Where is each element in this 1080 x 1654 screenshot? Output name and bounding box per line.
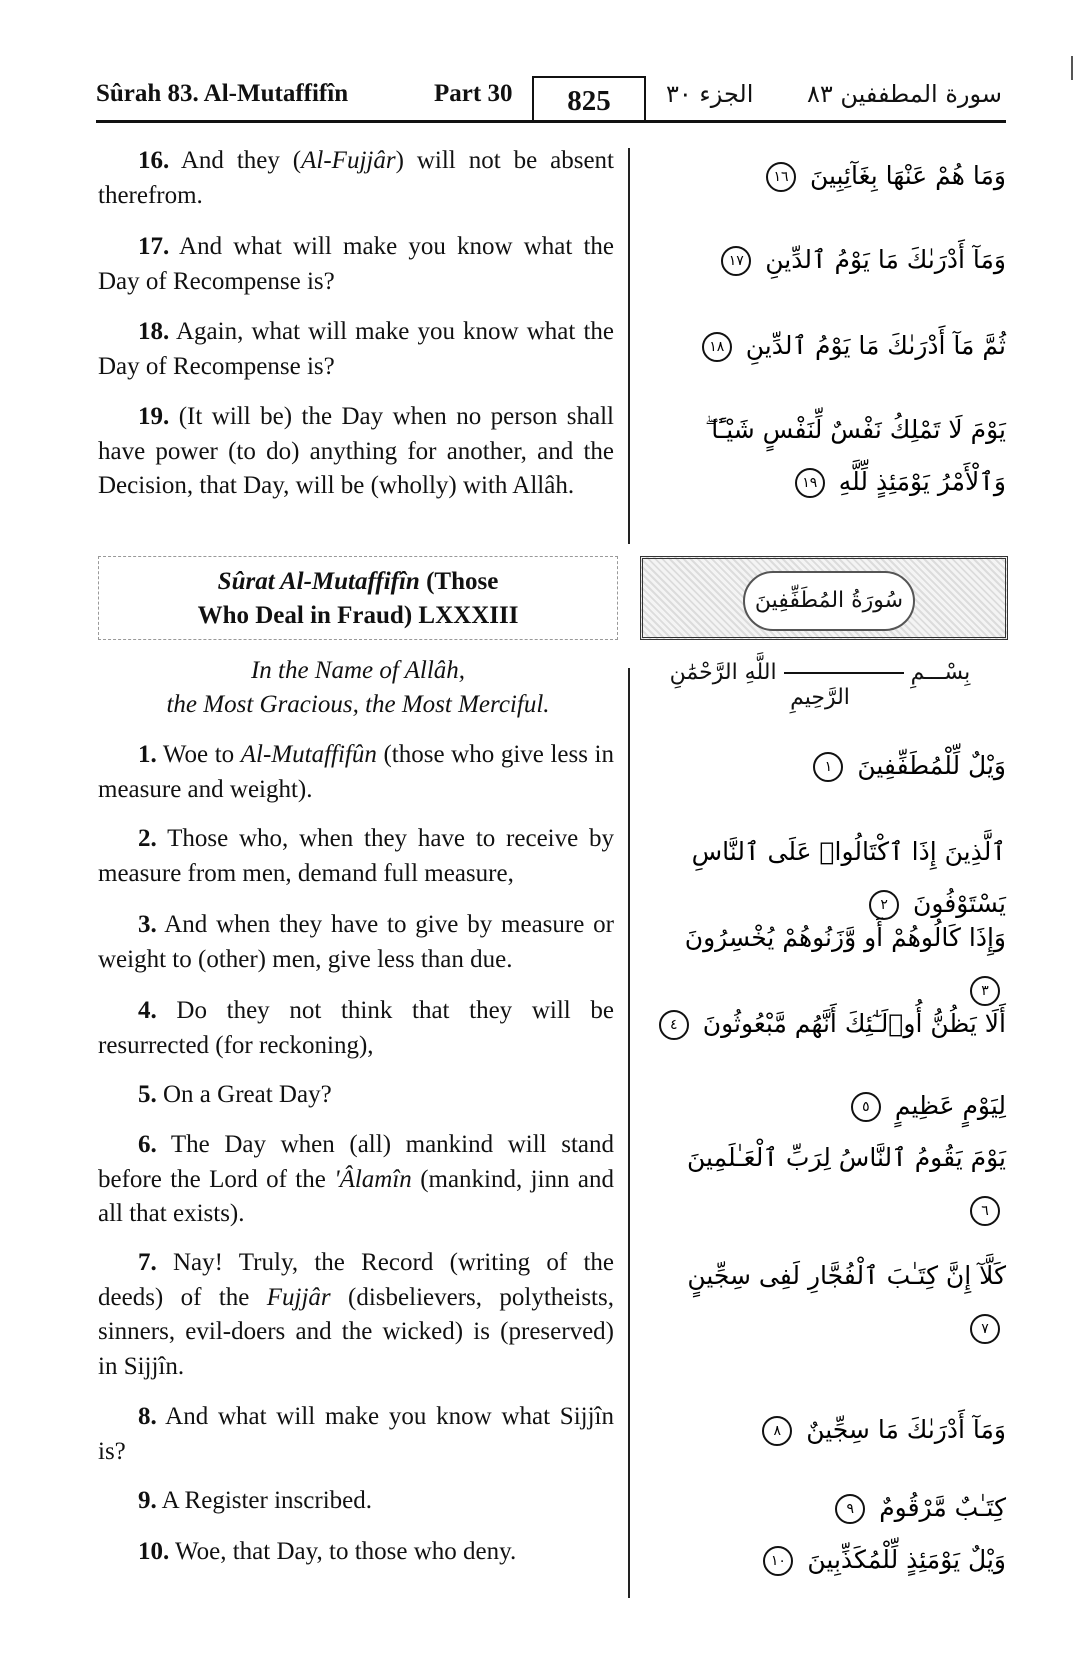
verse-17: 17. And what will make you know what the Day of Recompense is? — [98, 233, 614, 295]
verse-number-marker: ١٦ — [766, 162, 796, 192]
verse-1-arabic: وَيْلٌ لِّلْمُطَفِّفِينَ ١ — [646, 740, 1006, 792]
verse-3-arabic: وَإِذَا كَالُوهُمْ أَو وَّزَنُوهُمْ يُخْسِرُونَ ٣ — [646, 912, 1006, 1016]
page-header — [96, 70, 1016, 122]
verse-10-arabic: وَيْلٌ يَوْمَئِذٍ لِّلْمُكَذِّبِينَ ١٠ — [646, 1534, 1006, 1586]
verse-17-arabic: وَمَآ أَدْرَىٰكَ مَا يَوْمُ ٱلدِّينِ ١٧ — [646, 234, 1006, 286]
verse-19: 19. (It will be) the Day when no person shall have power (to do) anything for another, and the Decision, that Day, will be (wholly) with Allâh. — [98, 403, 614, 499]
surah-ornament-title: سُورَةُ المُطَفِّفِينَ — [743, 571, 915, 631]
verse-7: 7. Nay! Truly, the Record (writing of the deeds) of the Fujjâr (disbelievers, polytheists, sinners, evil-doers and the wicked) is (preserved) in Sijjîn. — [98, 1249, 614, 1380]
verse-2: 2. Those who, when they have to receive by measure from men, demand full measure, — [98, 825, 614, 887]
verse-5: 5. On a Great Day? — [138, 1081, 332, 1108]
verse-19-arabic: يَوْمَ لَا تَمْلِكُ نَفْسٌ لِّنَفْسٍ شَيْـًٔا ۖ وَٱلْأَمْرُ يَوْمَئِذٍ لِّلَّهِ ١٩ — [705, 415, 1006, 496]
verse-8: 8. And what will make you know what Sijjîn is? — [98, 1403, 614, 1465]
verse-number-marker: ٧ — [970, 1314, 1000, 1344]
verse-number-marker: ٤ — [659, 1010, 689, 1040]
verse-number-marker: ٢ — [869, 890, 899, 920]
verse-number-marker: ١ — [813, 752, 843, 782]
verse-number-marker: ٥ — [851, 1092, 881, 1122]
verse-number-marker: ٣ — [970, 976, 1000, 1006]
column-divider — [628, 668, 630, 1598]
verse-5-arabic: لِيَوْمٍ عَظِيمٍ ٥ — [646, 1080, 1006, 1132]
part-label-arabic: الجزء ٣٠ — [666, 80, 754, 108]
surah-title-english: Sûrah 83. Al-Mutaffifîn — [96, 80, 349, 107]
surah-ornament-panel — [640, 556, 1008, 640]
verse-1: 1. Woe to Al-Mutaffifûn (those who give less in measure and weight). — [98, 741, 615, 803]
verse-number-marker: ٩ — [835, 1494, 865, 1524]
verse-4-arabic: أَلَا يَظُنُّ أُو۟لَـٰٓئِكَ أَنَّهُم مَّبْعُوثُونَ ٤ — [646, 998, 1006, 1050]
verse-6: 6. The Day when (all) mankind will stand before the Lord of the 'Âlamîn (mankind, jinn and all that exists). — [98, 1131, 614, 1227]
verse-8-arabic: وَمَآ أَدْرَىٰكَ مَا سِجِّينٌ ٨ — [646, 1404, 1006, 1456]
bismillah-arabic: بِسْـــمِ اللَّهِ الرَّحْمَٰنِ الرَّحِيمِ — [669, 660, 971, 710]
header-rule — [96, 120, 1006, 123]
verse-6-arabic: يَوْمَ يَقُومُ ٱلنَّاسُ لِرَبِّ ٱلْعَـٰلَمِينَ ٦ — [646, 1132, 1006, 1236]
verse-number-marker: ١٩ — [795, 468, 825, 498]
kashida-line — [784, 672, 904, 674]
verse-number-marker: ١٧ — [721, 246, 751, 276]
margin-mark — [1071, 56, 1073, 80]
column-divider — [628, 148, 630, 544]
page-number: 825 — [532, 76, 646, 122]
verse-7-arabic: كَلَّآ إِنَّ كِتَـٰبَ ٱلْفُجَّارِ لَفِى سِجِّينٍ ٧ — [646, 1250, 1006, 1354]
verse-4: 4. Do they not think that they will be resurrected (for reckoning), — [98, 997, 614, 1059]
surah-heading: Sûrat Al-Mutaffifîn (Those Who Deal in Fraud) LXXXIII — [98, 556, 618, 640]
bismillah-english: In the Name of Allâh, the Most Gracious, the Most Merciful. — [166, 657, 550, 718]
verse-2-arabic: ٱلَّذِينَ إِذَا ٱكْتَالُوا۟ عَلَى ٱلنَّاسِ يَسْتَوْفُونَ ٢ — [691, 837, 1006, 918]
verse-number-marker: ٨ — [762, 1416, 792, 1446]
verse-10: 10. Woe, that Day, to those who deny. — [138, 1538, 517, 1565]
verse-9: 9. A Register inscribed. — [138, 1487, 372, 1514]
verse-number-marker: ١٨ — [702, 332, 732, 362]
verse-9-arabic: كِتَـٰبٌ مَّرْقُومٌ ٩ — [646, 1482, 1006, 1534]
verse-number-marker: ٦ — [970, 1196, 1000, 1226]
verse-16-arabic: وَمَا هُمْ عَنْهَا بِغَآئِبِينَ ١٦ — [646, 150, 1006, 202]
verse-18: 18. Again, what will make you know what the Day of Recompense is? — [98, 318, 614, 380]
verse-18-arabic: ثُمَّ مَآ أَدْرَىٰكَ مَا يَوْمُ ٱلدِّينِ ١٨ — [646, 320, 1006, 372]
verse-3: 3. And when they have to give by measure or weight to (other) men, give less than due. — [98, 911, 614, 973]
verse-number-marker: ١٠ — [763, 1546, 793, 1576]
surah-title-arabic: سورة المطففين ٨٣ — [806, 80, 1002, 108]
verse-16: 16. And they (Al-Fujjâr) will not be absent therefrom. — [98, 147, 614, 209]
part-label-english: Part 30 — [434, 80, 513, 107]
